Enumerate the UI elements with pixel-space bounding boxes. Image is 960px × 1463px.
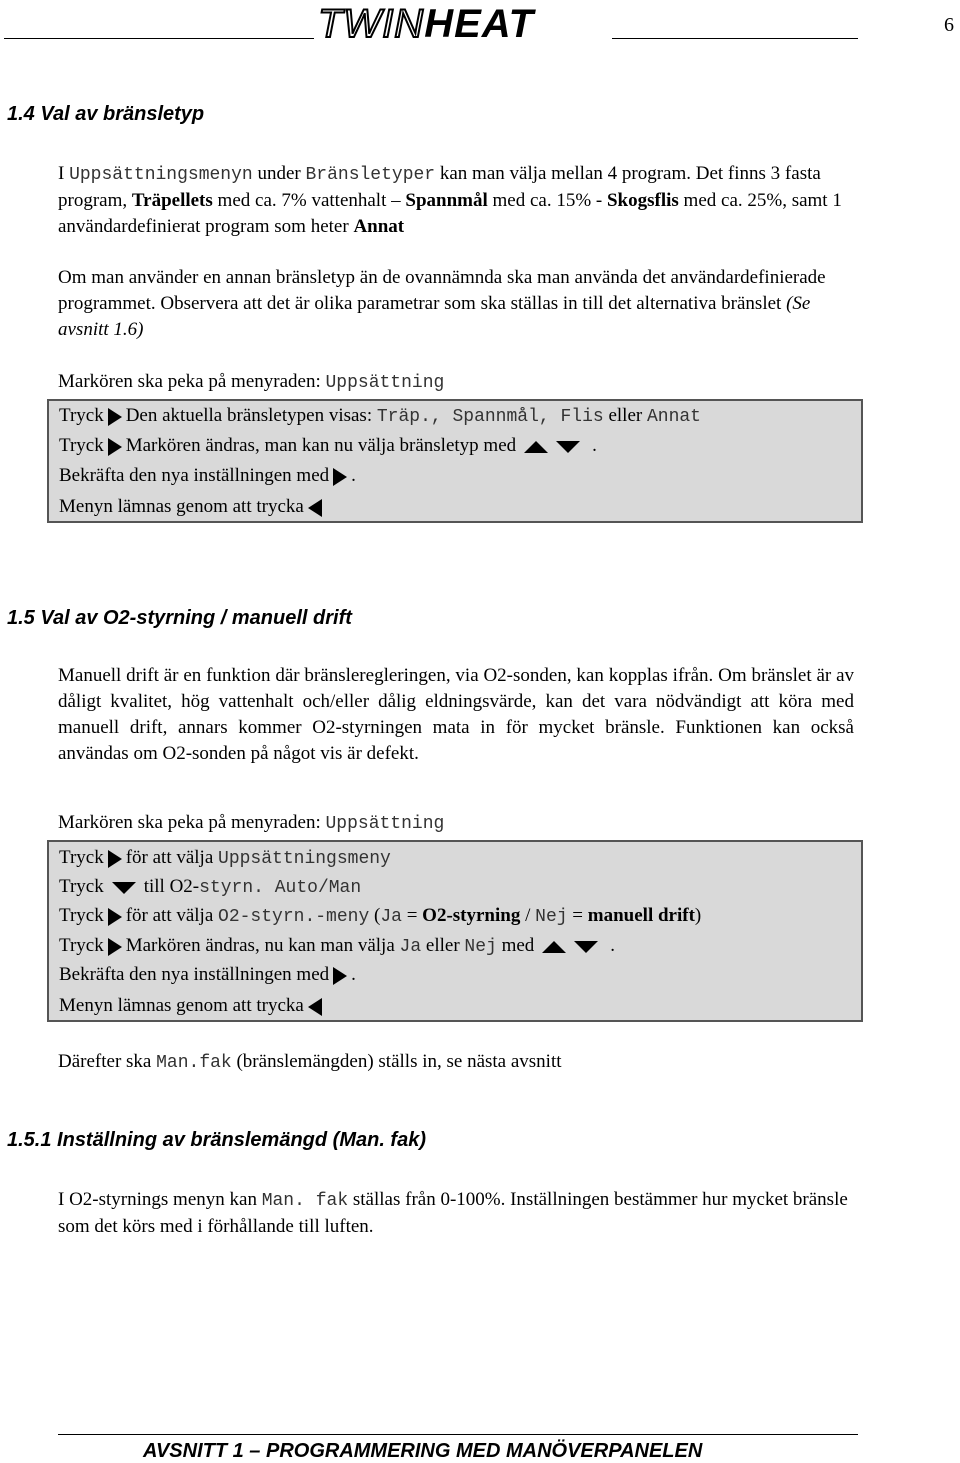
text: med ca. 15% - [487,190,607,211]
arrow-up-icon [524,441,548,453]
text: med ca. 7% vattenhalt – [212,190,406,211]
text: eller [421,935,465,956]
option-value: Nej [535,907,568,927]
text: till O2- [143,876,200,897]
option-values: Träp., Spannmål, Flis [376,407,604,427]
box-row [59,993,326,1019]
text: med ca. 25%, samt 1 användardefinierat program som heter [58,190,842,237]
arrow-right-icon [333,468,347,486]
box-row [59,933,615,960]
text: Tryck [59,435,104,456]
text: Därefter ska [58,1051,157,1072]
paragraph-1-5-manual: Manuell drift är en funktion där bränsleregleringen, via O2-sonden, kan kopplas ifrån. Om bränslet är av dåligt kvalitet, hög vattenhalt och/eller dålig eldningsvärde, kan det vara nödvändigt att köra med manuell drift, annars kommer O2-styrningen mata in för mycket bränsle. Funktionen kan också användas om O2-sonden på något vis är defekt. [58,665,854,764]
text: Tryck [59,876,104,897]
text: Menyn lämnas genom att trycka [59,496,304,517]
text: Menyn lämnas genom att trycka [59,995,304,1016]
fuel-name: Spannmål [405,190,488,211]
text: Tryck [59,405,104,426]
text: Markören ändras, man kan nu välja bränsletyp med [125,435,517,456]
mode-name: manuell drift [587,905,695,926]
fuel-name: Annat [353,216,405,237]
text: Tryck [59,905,104,926]
box-row [59,463,356,489]
menu-name: Man.fak [156,1053,232,1073]
text: ställas från 0-100%. Inställningen bestämmer hur mycket bränsle som det körs med i förhållande till luften. [58,1189,848,1237]
brand-logo [318,2,534,47]
arrow-right-icon [108,408,122,426]
instruction-box-1-5 [47,840,863,1022]
text: Den aktuella bränsletypen visas: [125,405,377,426]
option-value: Ja [399,937,422,957]
footer-rule [58,1434,858,1435]
cursor-instruction-1-5 [58,812,444,834]
menu-name: Bränsletyper [305,165,436,185]
box-row [59,433,597,459]
menu-name: Uppsättningsmenyn [69,165,253,185]
text: med [496,935,535,956]
box-row [59,494,326,520]
text: ( [369,905,381,926]
arrow-down-icon [574,941,598,953]
text: Om man använder en annan bränsletyp än de ovannämnda ska man använda det användardefinierade programmet. Observera att det är olika parametrar som ska ställas in till det alternativa bränslet [58,267,826,314]
text: Tryck [59,847,104,868]
arrow-left-icon [308,998,322,1016]
box-row [59,962,356,988]
text: = [567,905,588,926]
arrow-right-icon [108,938,122,956]
text: . [351,964,356,985]
section-title-1-4: 1.4 Val av bränsletyp [7,103,205,125]
option-value: Ja [380,907,402,927]
text: . [351,465,356,486]
box-row [59,903,701,930]
option-value: Annat [646,407,701,427]
text: Markören ska peka på menyraden: [58,371,326,392]
text: Bekräfta den nya inställningen med [59,964,330,985]
box-row [59,845,391,872]
text: Markören ska peka på menyraden: [58,812,326,833]
text: (bränslemängden) ställs in, se nästa avsnitt [231,1051,562,1072]
paragraph-1-5-after [58,1051,562,1073]
text: för att välja [125,905,219,926]
menu-row-name: Uppsättning [325,814,445,834]
brand-part1: TWIN [318,2,425,46]
text: under [252,163,306,184]
text: Bekräfta den nya inställningen med [59,465,330,486]
header-rule-right [612,38,858,39]
brand-part2: HEAT [424,2,535,46]
text: . [592,435,597,456]
menu-name: Man. fak [261,1191,349,1211]
cursor-instruction-1-4 [58,371,444,393]
paragraph-1-4-intro [58,161,858,240]
box-row [59,874,361,901]
text: kan man välja mellan 4 program. Det finns 3 fasta program, [58,163,821,211]
footer-title: AVSNITT 1 – PROGRAMMERING MED MANÖVERPANELEN [143,1440,703,1462]
text: / [520,905,536,926]
box-row [59,403,701,430]
arrow-down-icon [556,441,580,453]
arrow-down-icon [112,882,136,894]
menu-name: styrn. Auto/Man [199,878,362,898]
text: eller [603,405,647,426]
arrow-right-icon [108,850,122,868]
arrow-right-icon [108,908,122,926]
arrow-left-icon [308,499,322,517]
menu-row-name: Uppsättning [325,373,445,393]
section-title-1-5: 1.5 Val av O2-styrning / manuell drift [7,607,352,629]
menu-name: O2-styrn.-meny [218,907,370,927]
paragraph-1-5-1 [58,1187,858,1240]
text: Markören ändras, nu kan man välja [125,935,400,956]
header-rule-left [4,38,314,39]
fuel-name: Skogsflis [606,190,679,211]
text: = [401,905,423,926]
text: ) [694,905,702,926]
page-number: 6 [944,14,954,36]
fuel-name: Träpellets [131,190,213,211]
instruction-box-1-4 [47,399,863,523]
text: för att välja [125,847,219,868]
menu-name: Uppsättningsmeny [218,849,391,869]
text: Tryck [59,935,104,956]
mode-name: O2-styrning [422,905,521,926]
arrow-right-icon [333,967,347,985]
section-title-1-5-1: 1.5.1 Inställning av bränslemängd (Man. fak) [7,1129,426,1151]
option-value: Nej [464,937,497,957]
text: I [58,163,70,184]
arrow-up-icon [542,941,566,953]
arrow-right-icon [108,438,122,456]
text: I O2-styrnings menyn kan [58,1189,262,1210]
text: . [610,935,616,956]
paragraph-1-4-other-fuel [58,265,848,343]
reference: (Se avsnitt 1.6) [58,293,811,340]
